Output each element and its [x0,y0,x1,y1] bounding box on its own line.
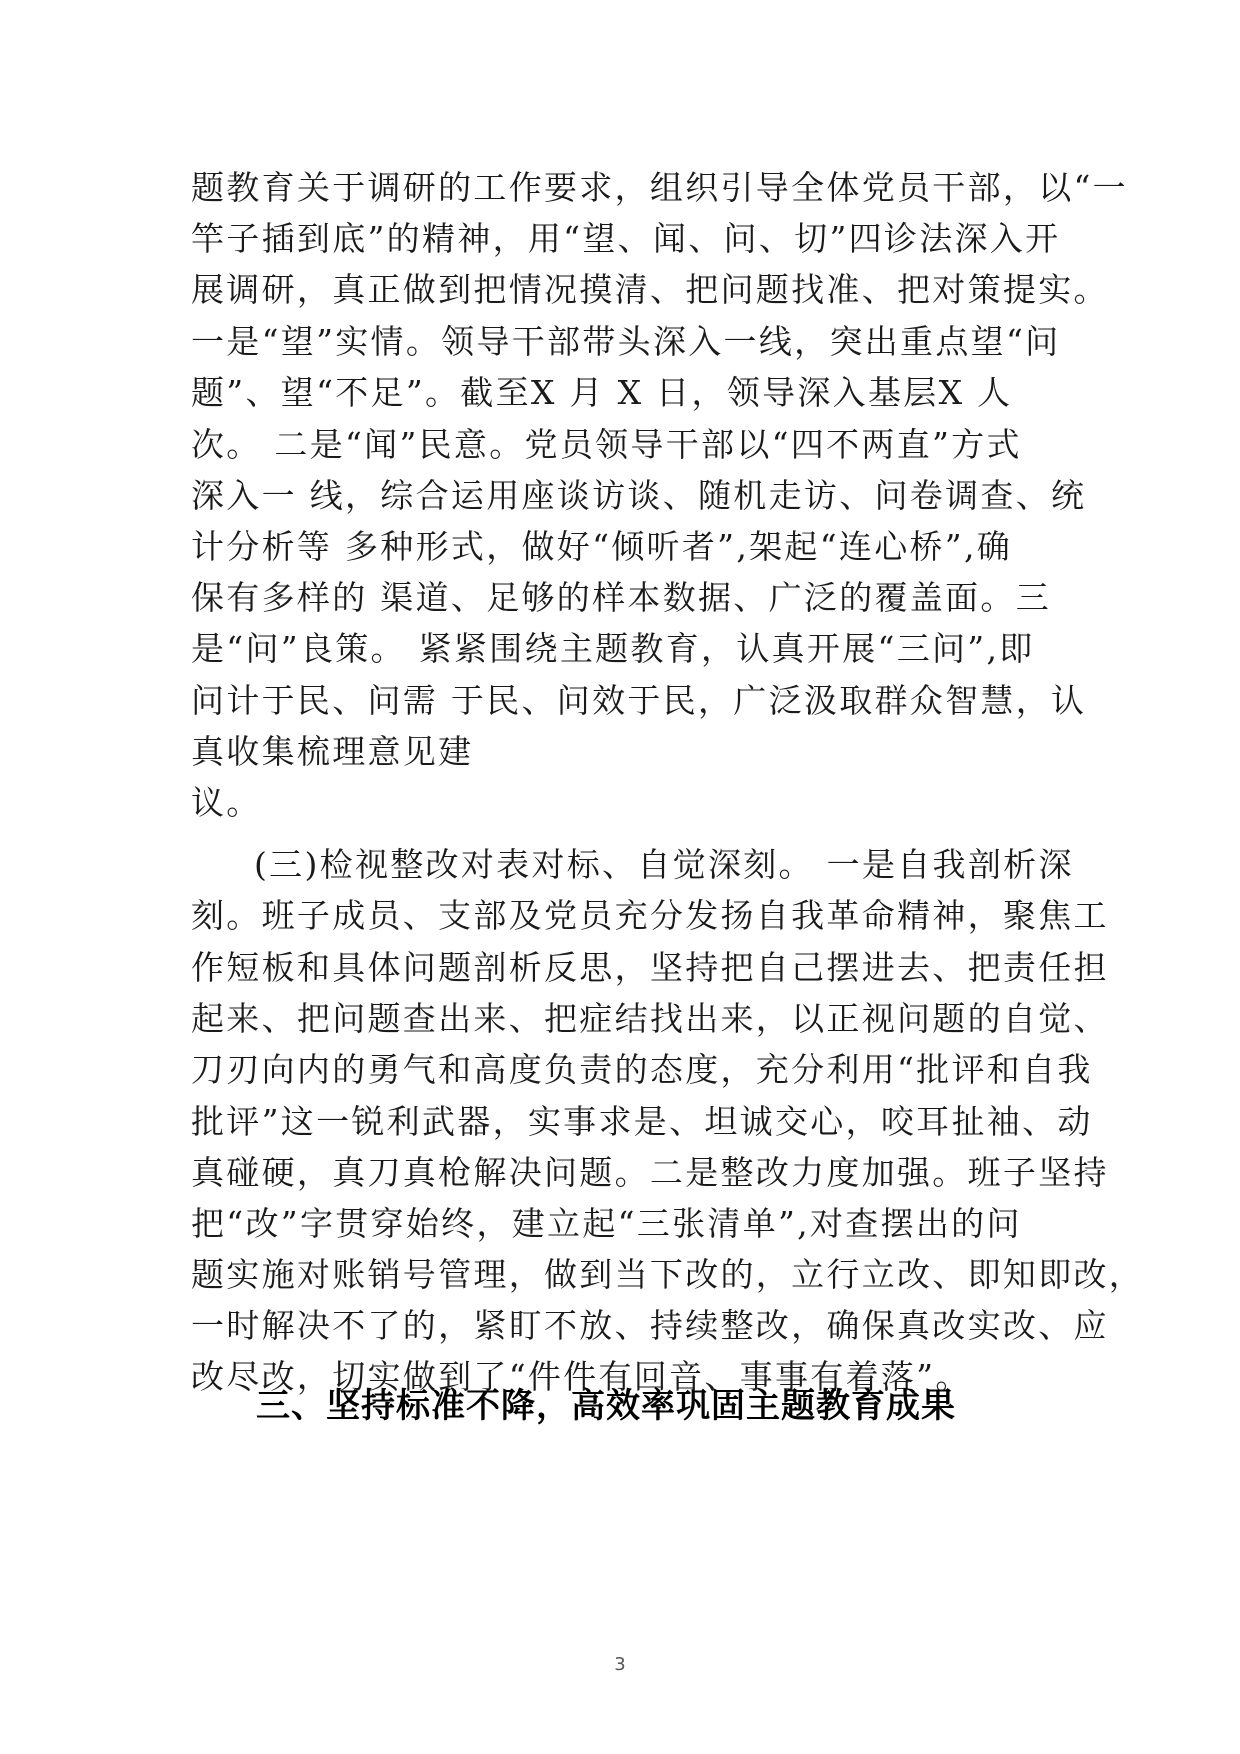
paragraph-2-line-3: 作短板和具体问题剖析反思，坚持把自己摆进去、把责任担 [191,948,1109,987]
paragraph-2-line-5: 刀刃向内的勇气和高度负责的态度，充分利用“批评和自我 [191,1050,1093,1089]
paragraph-2-line-6: 批评”这一锐利武器，实事求是、坦诚交心，咬耳扯袖、动 [191,1102,1093,1141]
paragraph-2-line-10: 一时解决不了的，紧盯不放、持续整改，确保真改实改、应 [191,1306,1109,1345]
paragraph-1-line-1: 题教育关于调研的工作要求，组织引导全体党员干部，以“一 [191,168,1128,207]
paragraph-1-line-9: 保有多样的 渠道、足够的样本数据、广泛的覆盖面。三 [191,578,1051,617]
paragraph-2-line-11: 改尽改，切实做到了“件件有回音、事事有着落”。 [191,1357,971,1396]
paragraph-1-line-12: 真收集梳理意见建 [191,732,474,771]
paragraph-1-line-6: 次。 二是“闻”民意。党员领导干部以“四不两直”方式 [191,425,1022,464]
paragraph-1-line-8: 计分析等 多种形式，做好“倾听者”,架起“连心桥”,确 [191,527,1013,566]
paragraph-1-line-13: 议。 [191,783,262,822]
paragraph-1-line-2: 竿子插到底”的精神，用“望、闻、问、切”四诊法深入开 [191,219,1061,258]
paragraph-1-line-4: 一是“望”实情。领导干部带头深入一线，突出重点望“问 [191,322,1061,361]
paragraph-2-line-4: 起来、把问题查出来、把症结找出来，以正视问题的自觉、 [191,999,1109,1038]
paragraph-1-line-7: 深入一 线，综合运用座谈访谈、随机走访、问卷调查、统 [191,476,1087,515]
paragraph-2-line-9: 题实施对账销号管理，做到当下改的，立行立改、即知即改， [191,1255,1145,1294]
paragraph-2-line-1: (三)检视整改对表对标、自觉深刻。 一是自我剖析深 [254,845,1074,884]
paragraph-1-line-3: 展调研，真正做到把情况摸清、把问题找准、把对策提实。 [191,270,1109,309]
paragraph-2-line-8: 把“改”字贯穿始终，建立起“三张清单”,对查摆出的问 [191,1204,1022,1243]
paragraph-1-line-10: 是“问”良策。 紧紧围绕主题教育，认真开展“三问”,即 [191,629,1035,668]
page-number: 3 [614,1654,626,1675]
paragraph-2-line-2: 刻。班子成员、支部及党员充分发扬自我革命精神，聚焦工 [191,896,1109,935]
section-heading: 三、坚持标准不降，高效率巩固主题教育成果 [256,1386,956,1426]
paragraph-1-line-11: 问计于民、问需 于民、问效于民，广泛汲取群众智慧，认 [191,681,1087,720]
paragraph-2-line-7: 真碰硬，真刀真枪解决问题。二是整改力度加强。班子坚持 [191,1153,1109,1192]
paragraph-1-line-5: 题”、望“不足”。截至X 月 X 日，领导深入基层X 人 [191,373,1013,412]
